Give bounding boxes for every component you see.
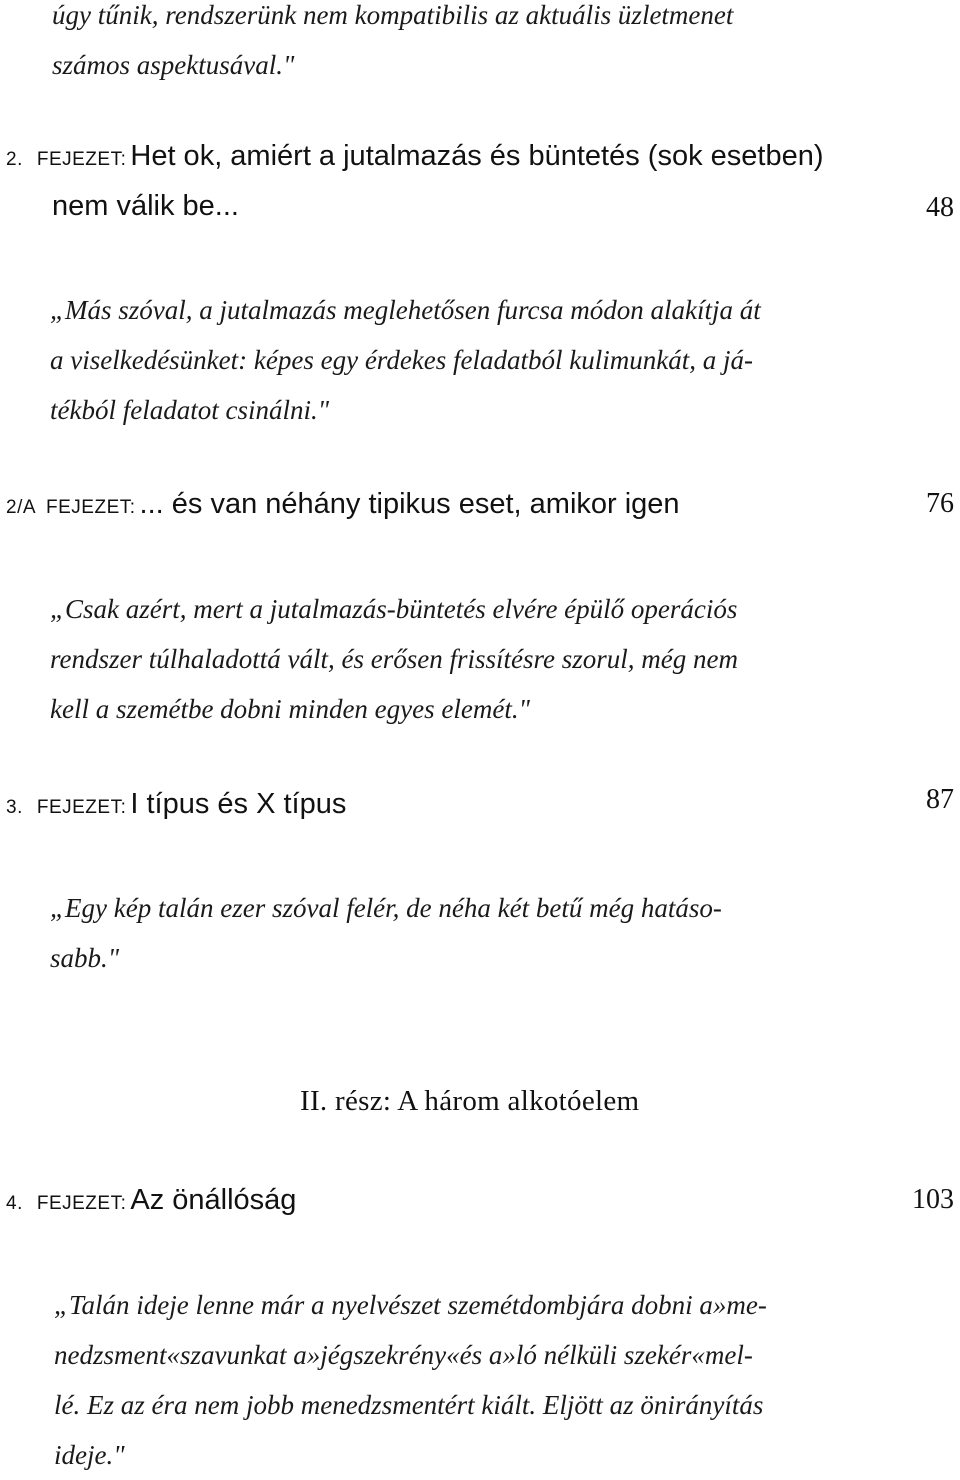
chapter-2-epigraph — [50, 285, 910, 435]
chapter-number: 3. — [6, 797, 23, 818]
chapter-title: I típus és X típus — [130, 788, 347, 820]
chapter-1-epigraph — [52, 0, 912, 90]
chapter-title: Het ok, amiért a jutalmazás és büntetés (sok esetben) — [130, 140, 824, 172]
chapter-title-continued: nem válik be... — [52, 190, 239, 222]
quote-line: számos aspektusával." — [52, 50, 295, 80]
chapter-3-epigraph — [50, 883, 910, 983]
quote-line: úgy tűnik, rendszerünk nem kompatibilis az aktuális üzletmenet — [52, 0, 734, 30]
quote-line: „Talán ideje lenne már a nyelvészet szemétdombjára dobni a»me- — [54, 1290, 767, 1320]
page-number: 76 — [926, 488, 954, 519]
chapter-number: 2. — [6, 149, 23, 170]
chapter-label: FEJEZET: — [36, 797, 127, 818]
chapter-label: FEJEZET: — [46, 497, 136, 518]
quote-line: ideje." — [54, 1440, 125, 1470]
quote-line: „Csak azért, mert a jutalmazás-büntetés elvére épülő operációs — [50, 594, 738, 624]
toc-entry-chapter-3[interactable] — [0, 784, 960, 844]
chapter-2a-epigraph — [50, 584, 910, 734]
quote-line: „Más szóval, a jutalmazás meglehetősen furcsa módon alakítja át — [50, 295, 761, 325]
quote-line: „Egy kép talán ezer szóval felér, de néha két betű még hatáso- — [50, 893, 722, 923]
toc-entry-chapter-4[interactable] — [0, 1184, 960, 1240]
chapter-label: FEJEZET: — [36, 149, 127, 170]
quote-line: a viselkedésünket: képes egy érdekes feladatból kulimunkát, a já- — [50, 345, 753, 375]
chapter-title: Az önállóság — [130, 1184, 297, 1216]
chapter-number: 4. — [6, 1193, 23, 1214]
page-number: 48 — [926, 192, 954, 223]
chapter-title: ... és van néhány tipikus eset, amikor igen — [139, 488, 680, 520]
toc-entry-chapter-2[interactable] — [0, 140, 960, 240]
quote-line: sabb." — [50, 943, 120, 973]
quote-line: kell a szemétbe dobni minden egyes elemét." — [50, 694, 530, 724]
quote-line: nedzsment«szavunkat a»jégszekrény«és a»ló nélküli szekér«mel- — [54, 1340, 753, 1370]
quote-line: rendszer túlhaladottá vált, és erősen frissítésre szorul, még nem — [50, 644, 738, 674]
chapter-number: 2/A — [6, 497, 37, 518]
quote-line: lé. Ez az éra nem jobb menedzsmentért kiált. Eljött az önirányítás — [54, 1390, 764, 1420]
toc-entry-chapter-2a[interactable] — [0, 488, 960, 544]
page-number: 87 — [926, 784, 954, 815]
part-title: II. rész: A három alkotóelem — [300, 1085, 640, 1117]
chapter-label: FEJEZET: — [36, 1193, 127, 1214]
page-number: 103 — [912, 1184, 954, 1215]
chapter-4-epigraph — [54, 1280, 914, 1480]
quote-line: tékból feladatot csinálni." — [50, 395, 330, 425]
